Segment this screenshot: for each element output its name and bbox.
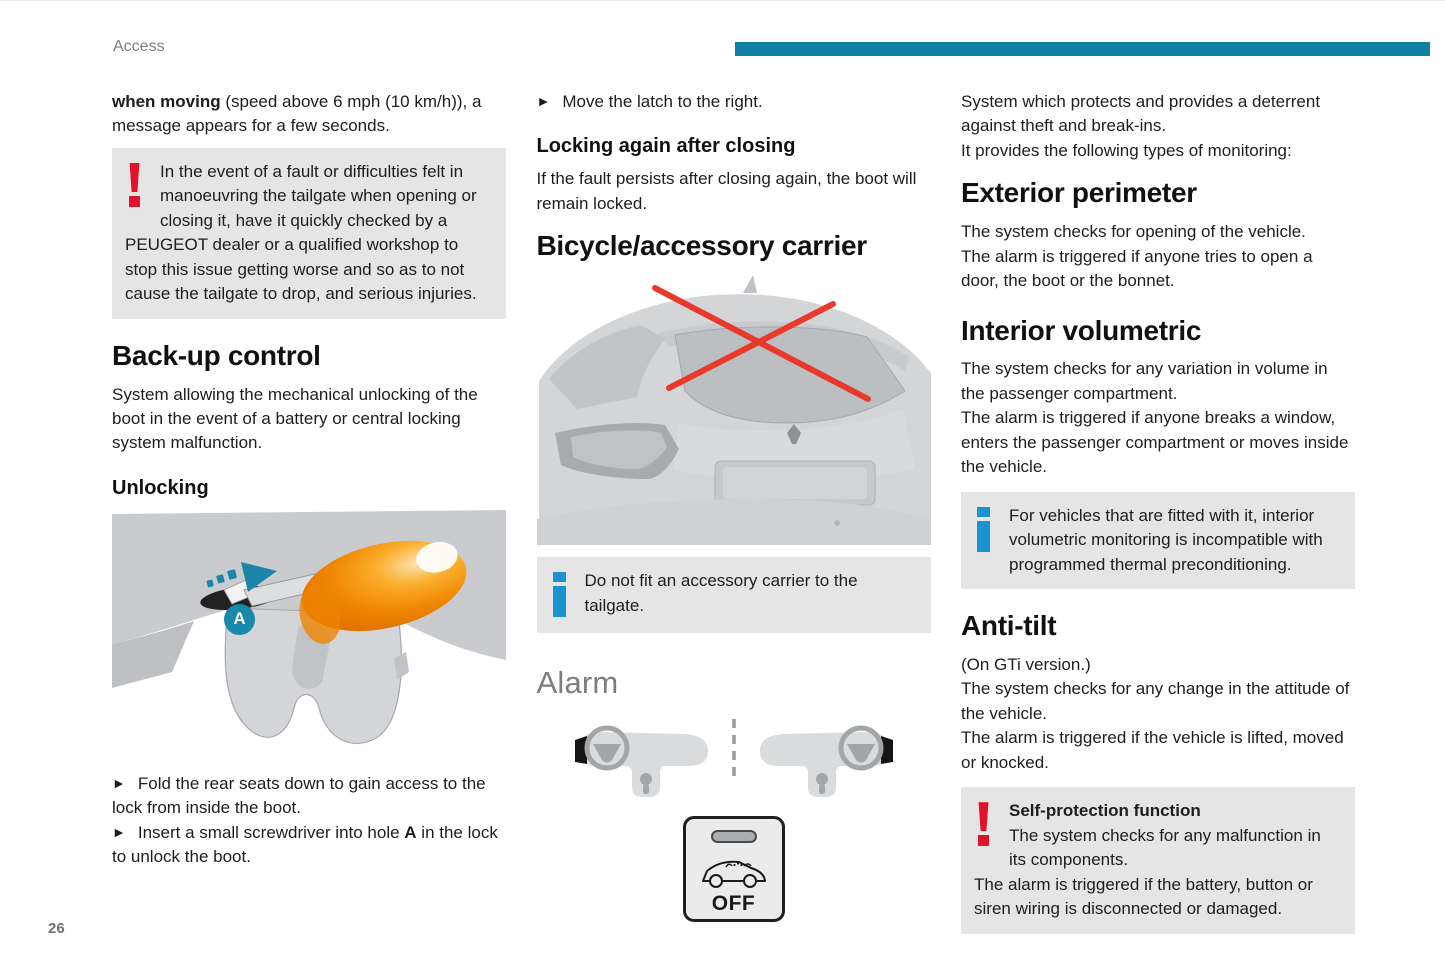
info-icon (553, 572, 568, 619)
interior-text-line2: The alarm is triggered if anyone breaks a window, enters the passenger compartment or moves inside the vehicle. (961, 408, 1349, 477)
left-hand-drive-icon (575, 728, 708, 797)
alarm-off-button-illustration (683, 816, 785, 922)
column-right (961, 90, 1355, 934)
column-left (112, 90, 506, 934)
self-protection-line2: The alarm is triggered if the battery, button or siren wiring is disconnected or damaged. (974, 874, 1313, 919)
interior-info-box (961, 492, 1355, 589)
section-title-anti-tilt: Anti-tilt (961, 610, 1057, 642)
self-protection-box (961, 787, 1355, 933)
section-title-alarm: Alarm (536, 665, 619, 701)
figure-carrier-prohibited (537, 273, 931, 545)
carrier-info-text: Do not fit an accessory carrier to the tailgate. (584, 571, 858, 615)
locking-again-text: If the fault persists after closing again, the boot will remain locked. (536, 169, 917, 213)
antitilt-text-line2: The alarm is triggered if the vehicle is lifted, moved or knocked. (961, 728, 1344, 772)
self-protection-title: Self-protection function (1009, 801, 1201, 821)
antitilt-version-note: (On GTi version.) (961, 654, 1091, 674)
content-columns (112, 90, 1355, 934)
button-led-icon (711, 830, 757, 843)
figure-boot-lock-illustration (112, 510, 506, 772)
intro-bold: when moving (112, 92, 221, 111)
bullet-arrow-icon: ► (112, 823, 126, 840)
bullet-arrow-icon: ► (112, 774, 126, 791)
warning-icon (128, 163, 143, 210)
alarm-intro-line1: System which protects and provides a deterrent against theft and break-ins. (961, 92, 1321, 136)
carrier-info-box (537, 557, 931, 633)
dashboard-icons-drawing (569, 719, 899, 799)
section-title-exterior-perimeter: Exterior perimeter (961, 177, 1197, 209)
boot-lock-drawing (112, 510, 506, 772)
car-alarm-icon (698, 853, 770, 889)
intro-paragraph (112, 90, 506, 139)
interior-info-text: For vehicles that are fitted with it, interior volumetric monitoring is incompatible with programmed thermal preconditioning. (1009, 505, 1323, 574)
intro-rest: (speed above 6 mph (10 km/h)), a message appears for a few seconds. (112, 92, 482, 136)
alarm-intro-line2: It provides the following types of monitoring: (961, 140, 1292, 160)
section-title-bicycle-carrier: Bicycle/accessory carrier (536, 230, 867, 262)
warning-text: In the event of a fault or difficulties felt in manoeuvring the tailgate when opening or closing it, have it quickly checked by a PEUGEOT dealer or a qualified workshop to stop this issue getting worse and so as to not cause the tailgate to drop, and serious injuries. (125, 161, 477, 304)
exterior-text-line2: The alarm is triggered if anyone tries to open a door, the boot or the bonnet. (961, 246, 1313, 291)
right-hand-drive-icon (759, 728, 892, 797)
interior-text-line1: The system checks for any variation in volume in the passenger compartment. (961, 359, 1328, 403)
bullet-move-latch-text: Move the latch to the right. (562, 92, 763, 111)
warning-box (112, 148, 506, 319)
subsection-title-locking-again: Locking again after closing (536, 135, 796, 158)
warning-icon (977, 802, 992, 849)
bullet-insert-screwdriver (112, 821, 506, 870)
label-a-badge (224, 604, 255, 635)
bullet-move-latch (537, 90, 931, 114)
off-button-label: OFF (711, 892, 756, 916)
info-icon (977, 507, 992, 554)
bullet-fold-seats (112, 772, 506, 821)
section-title-backup-control: Back-up control (112, 339, 321, 371)
car-rear-drawing (537, 273, 931, 545)
backup-control-text: System allowing the mechanical unlocking of the boot in the event of a battery or central locking system malfunction. (112, 384, 478, 453)
label-a-text: A (233, 609, 246, 629)
column-middle (537, 90, 931, 934)
chapter-accent-bar (735, 42, 1430, 56)
page-number: 26 (48, 920, 65, 937)
figure-lhd-rhd-dashboards (569, 719, 899, 804)
antitilt-text-line1: The system checks for any change in the attitude of the vehicle. (961, 679, 1350, 723)
bullet-arrow-icon: ► (536, 93, 551, 109)
bullet-insert-screwdriver-text: Insert a small screwdriver into hole A in the lock to unlock the boot. (112, 822, 498, 867)
chapter-title: Access (113, 38, 165, 55)
section-title-interior-volumetric: Interior volumetric (961, 314, 1202, 346)
subsection-title-unlocking: Unlocking (112, 476, 209, 499)
exterior-text-line1: The system checks for opening of the vehicle. (961, 222, 1306, 242)
bullet-fold-seats-text: Fold the rear seats down to gain access to the lock from inside the boot. (112, 773, 486, 818)
self-protection-line1: The system checks for any malfunction in its components. (1009, 825, 1321, 870)
